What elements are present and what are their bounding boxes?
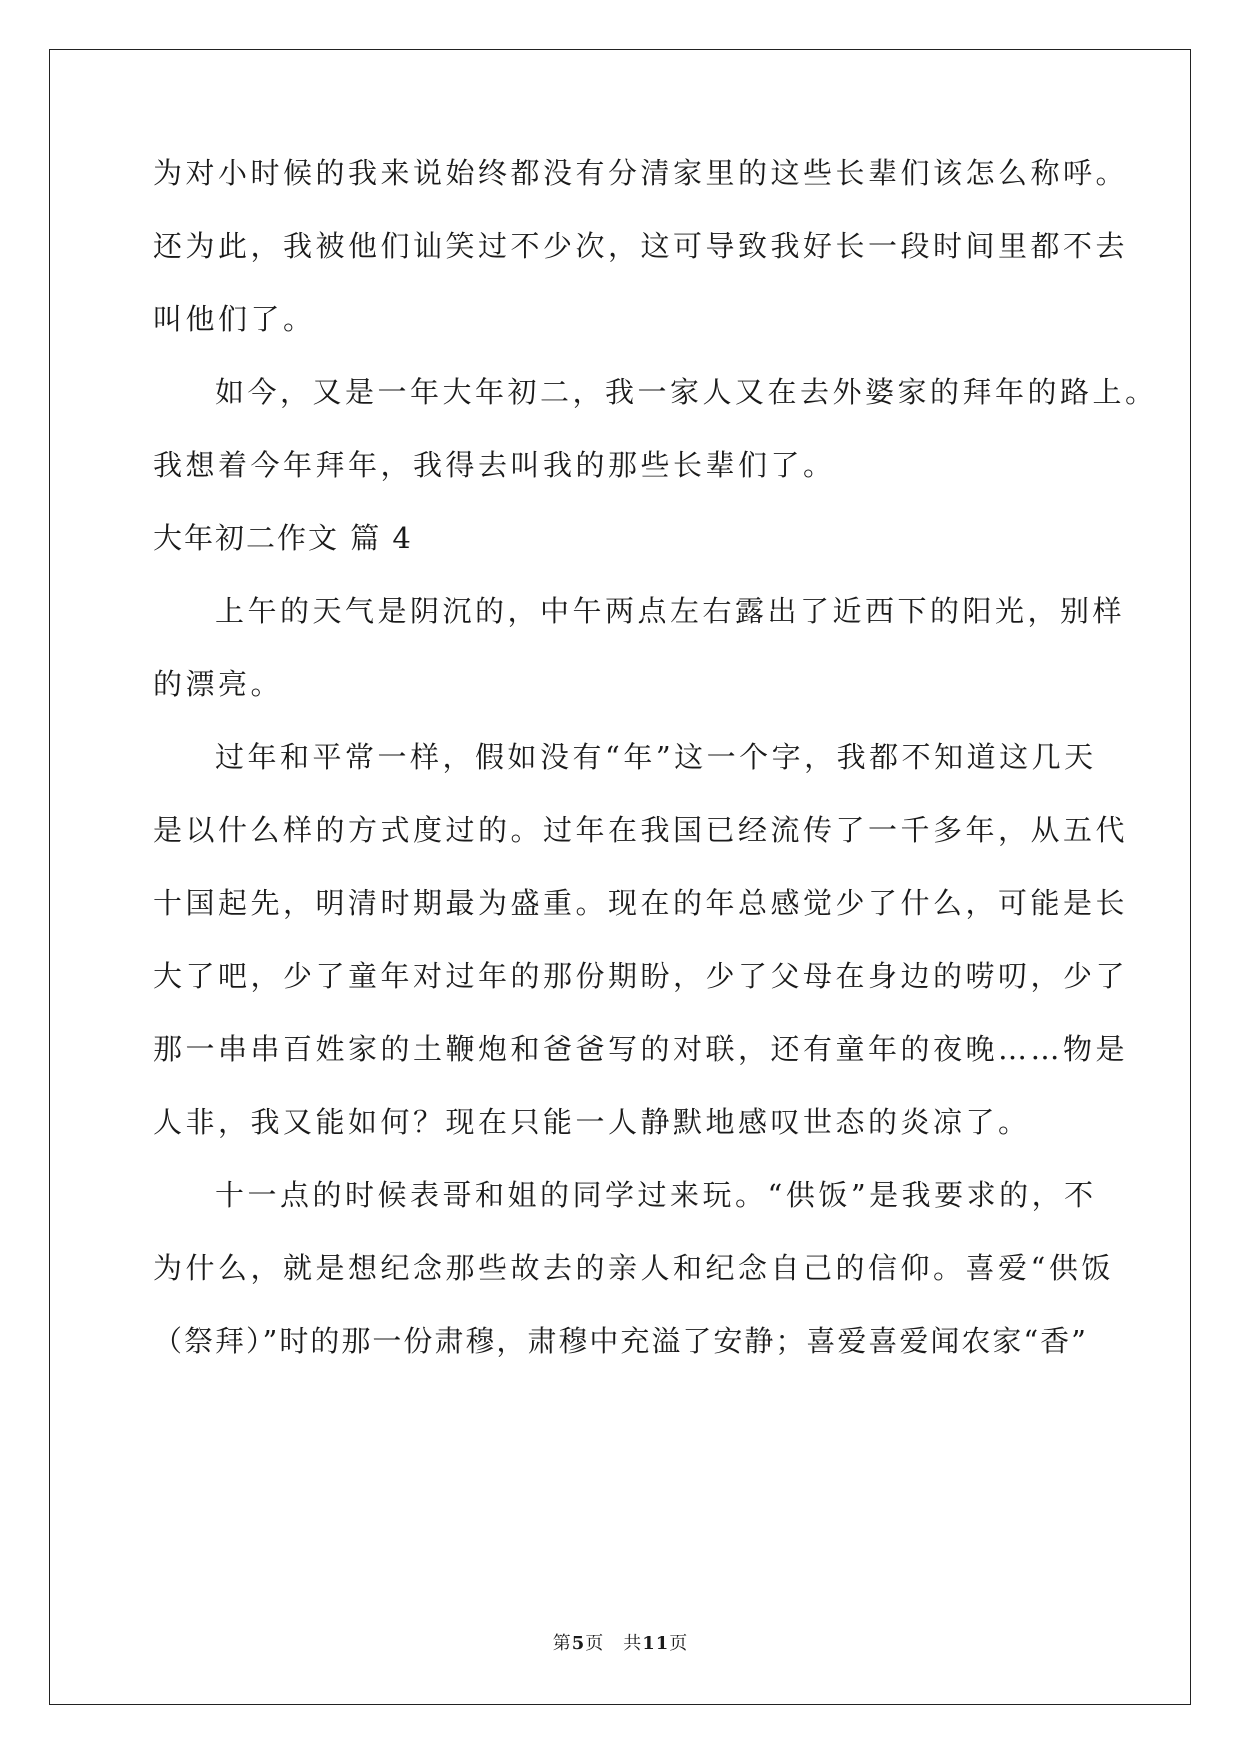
page-mid: 页 共 — [585, 1633, 643, 1654]
page-footer — [0, 1629, 1241, 1655]
text-line: 是以什么样的方式度过的。过年在我国已经流传了一千多年，从五代 — [153, 813, 1129, 847]
paragraph-first-line: 过年和平常一样，假如没有“年”这一个字，我都不知道这几天 — [215, 740, 1097, 774]
page-prefix: 第 — [552, 1633, 572, 1654]
paragraph-first-line: 上午的天气是阴沉的，中午两点左右露出了近西下的阳光，别样 — [215, 594, 1126, 628]
page-border — [49, 49, 1191, 1705]
text-line: 为什么，就是想纪念那些故去的亲人和纪念自己的信仰。喜爱“供饭 — [153, 1251, 1114, 1285]
text-line: 还为此，我被他们讪笑过不少次，这可导致我好长一段时间里都不去 — [153, 229, 1129, 263]
text-line: 我想着今年拜年，我得去叫我的那些长辈们了。 — [153, 448, 836, 482]
text-line: 十国起先，明清时期最为盛重。现在的年总感觉少了什么，可能是长 — [153, 886, 1129, 920]
text-line: 人非，我又能如何？现在只能一人静默地感叹世态的炎凉了。 — [153, 1105, 1031, 1139]
section-heading: 大年初二作文 篇 4 — [153, 521, 413, 555]
text-line: 叫他们了。 — [153, 302, 316, 336]
text-line: 为对小时候的我来说始终都没有分清家里的这些长辈们该怎么称呼。 — [153, 156, 1129, 190]
text-line: 那一串串百姓家的土鞭炮和爸爸写的对联，还有童年的夜晚……物是 — [153, 1032, 1129, 1066]
text-line: 的漂亮。 — [153, 667, 284, 701]
page-current: 5 — [571, 1633, 586, 1654]
paragraph-first-line: 十一点的时候表哥和姐的同学过来玩。“供饭”是我要求的，不 — [215, 1178, 1097, 1212]
text-line: 大了吧，少了童年对过年的那份期盼，少了父母在身边的唠叨，少了 — [153, 959, 1129, 993]
page-total: 11 — [642, 1633, 670, 1654]
page-suffix: 页 — [669, 1633, 689, 1654]
paragraph-first-line: 如今，又是一年大年初二，我一家人又在去外婆家的拜年的路上。 — [215, 375, 1158, 409]
text-line: （祭拜）”时的那一份肃穆，肃穆中充溢了安静；喜爱喜爱闻农家“香” — [153, 1324, 1088, 1358]
